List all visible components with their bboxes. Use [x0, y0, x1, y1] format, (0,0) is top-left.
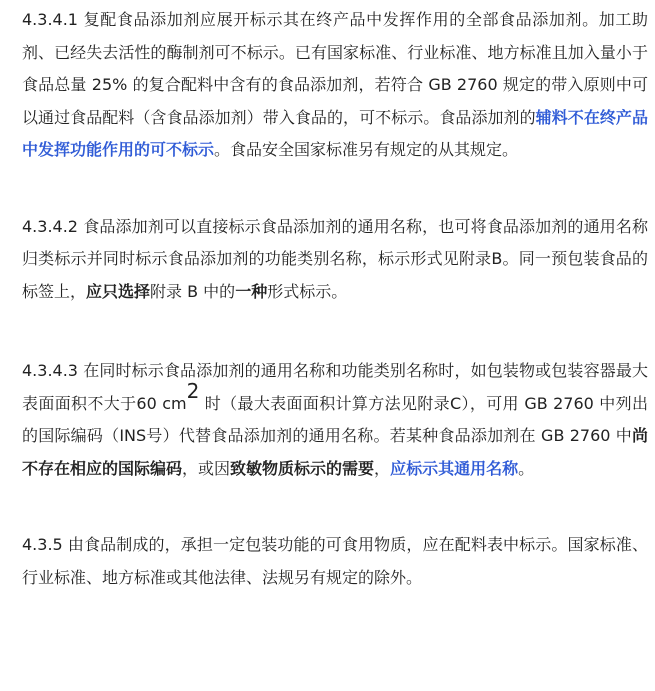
bold-text: 致敏物质标示的需要: [230, 458, 375, 478]
highlight-text: 应标示其通用名称: [390, 458, 519, 478]
text-segment: 形式标示。: [267, 281, 348, 301]
text-segment: 4.3.4.1 复配食品添加剂应展开标示其在终产品中发挥作用的全部食品添加剂。加工助剂、已经失去活性的酶制剂可不标示。已有国家标准、行业标准、地方标准且加入量小于食品总量 25% 的复合配料中含有的食品添加剂，若符合 GB 2760 规定的带入原则中可以通过食品配料（含食品添加剂）带入食品的，可不标示。食品添加剂的: [22, 10, 648, 127]
document-body: [22, 0, 648, 594]
highlight-text: 辅料不在终产品中发挥功能作用的可不标示: [22, 107, 648, 159]
paragraph-4-3-4-3: [22, 355, 648, 485]
text-segment: 4.3.4.3 在同时标示食品添加剂的通用名称和功能类别名称时，如包装物或包装容器最大表面面积不大于60 cm: [22, 361, 648, 413]
text-segment: 。: [518, 458, 535, 478]
bold-text: 应只选择: [86, 281, 151, 301]
text-segment: 4.3.4.2 食品添加剂可以直接标示食品添加剂的通用名称，也可将食品添加剂的通用名称归类标示并同时标示食品添加剂的功能类别名称，标示形式见附录B。同一预包装食品的标签上，: [22, 216, 648, 301]
paragraph-4-3-4-1: [22, 4, 648, 167]
bold-text: 尚不存在相应的国际编码: [22, 426, 648, 478]
superscript: 2: [186, 378, 200, 403]
paragraph-4-3-4-2: [22, 211, 648, 309]
text-segment: ，: [374, 458, 391, 478]
bold-text: 一种: [235, 281, 268, 301]
text-segment: 附录 B 中的: [150, 281, 236, 301]
text-segment: 时（最大表面面积计算方法见附录C），可用 GB 2760 中列出的国际编码（INS号）代替食品添加剂的通用名称。若某种食品添加剂在 GB 2760 中: [22, 393, 648, 445]
text-segment: 4.3.5 由食品制成的，承担一定包装功能的可食用物质，应在配料表中标示。国家标准、行业标准、地方标准或其他法律、法规另有规定的除外。: [22, 535, 648, 587]
text-segment: ，或因: [182, 458, 231, 478]
text-segment: 。食品安全国家标准另有规定的从其规定。: [214, 140, 519, 159]
paragraph-4-3-5: [22, 529, 648, 594]
